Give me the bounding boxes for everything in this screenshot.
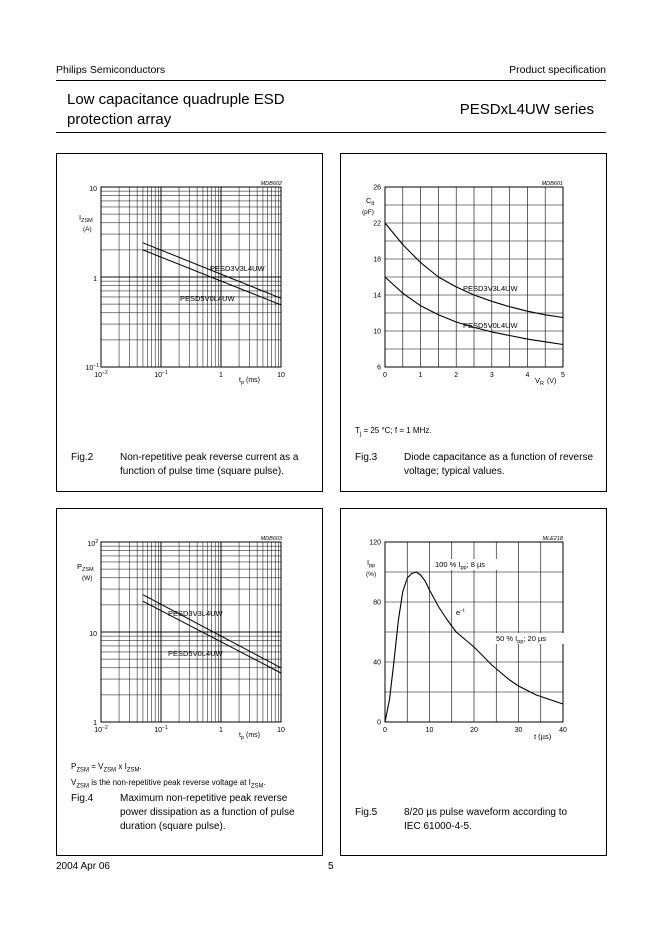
fig3-ytick-22: 22 [373,220,381,228]
fig3-ytick-6: 6 [377,364,381,372]
fig5-ytick-120: 120 [369,539,381,547]
fig2-label-pesd3v3: PESD3V3L4UW [210,264,265,273]
header-rule-top [56,80,606,81]
fig4-xtick-0.01: $10^{-2}$ [94,725,108,734]
fig3-code: MDB601 [541,181,563,187]
fig3-label-pesd5v0: PESD5V0L4UW [463,321,518,330]
fig3-yticks [373,185,381,372]
fig3-ytick-14: 14 [373,292,381,300]
fig5-ytick-40: 40 [373,659,381,667]
fig5-ylabel: $I_{pp}$ [367,558,376,569]
fig2-yunit: (A) [83,226,92,233]
fig4-label-pesd3v3: PESD3V3L4UW [168,609,223,618]
fig5-ytick-0: 0 [377,719,381,727]
fig5-caption-number: Fig.5 [355,807,378,818]
fig4-caption-line-1: Maximum non-repetitive peak reverse [120,793,288,804]
fig3-ytick-18: 18 [373,256,381,264]
fig2-caption-line-1: Non-repetitive peak reverse current as a [120,452,299,463]
fig4-label-pesd5v0: PESD5V0L4UW [168,649,223,658]
series-name: PESDxL4UW series [459,101,594,118]
fig3-xtick-2: 2 [454,372,459,379]
fig4-caption-number: Fig.4 [71,793,94,804]
fig4-notes [71,761,266,792]
fig4-code: MDB603 [260,536,282,542]
fig2-ylabel: $I_{ZSM}$ [79,213,93,224]
company-name: Philips Semiconductors [56,64,166,76]
fig5-ytick-80: 80 [373,599,381,607]
page-number: 5 [328,861,334,872]
fig5-xtick-30: 30 [514,727,523,734]
fig4-caption-line-2: power dissipation as a function of pulse [120,807,295,818]
fig5-annotation-half: 50 % $I_{pp}$; 20 µs [496,634,547,645]
fig2-caption-line-2: function of pulse time (square pulse). [120,466,284,477]
figure-5-panel [340,508,607,856]
fig4-ytick-10: 10 [89,631,97,638]
header-rule-bottom [56,132,606,133]
fig3-xtick-3: 3 [489,372,494,379]
fig4-ylabel: $P_{ZSM}$ [77,562,94,573]
fig5-xtick-20: 20 [470,727,478,734]
fig3-caption-line-1: Diode capacitance as a function of reverse [404,452,593,463]
fig3-xlabel: $V_R$ (V) [535,376,557,387]
fig5-annotation-decay: $e^{-t}$ [456,608,465,617]
fig3-xtick-4: 4 [525,372,530,379]
fig5-caption-line-1: 8/20 µs pulse waveform according to [404,807,568,818]
fig2-xtick-10: 10 [277,372,285,379]
fig2-grid [101,187,281,367]
fig3-xtick-1: 1 [418,372,423,379]
figure-4-panel [56,508,323,856]
figure-2-panel [56,153,323,492]
fig3-xtick-5: 5 [561,372,565,379]
fig4-yunit: (W) [82,575,93,582]
fig5-xtick-40: 40 [559,727,567,734]
fig4-note-2: $V_{ZSM}$ is the non-repetitive peak reverse voltage at $I_{ZSM}$. [71,777,266,790]
fig3-caption-line-2: voltage; typical values. [404,466,505,477]
fig4-grid [101,542,281,722]
fig2-ytick-0.1: $10^{-1}$ [85,363,99,372]
fig2-ytick-10: 10 [89,186,97,193]
figure-2-chart [57,154,322,491]
figure-3-panel [340,153,607,492]
fig2-caption-number: Fig.2 [71,452,94,463]
title-line-1: Low capacitance quadruple ESD [67,91,285,108]
fig4-xlabel: $t_p$ (ms) [239,732,261,741]
fig5-xtick-0: 0 [383,727,387,734]
fig3-ytick-10: 10 [373,328,381,336]
fig4-xtick-0.1: $10^{-1}$ [154,725,168,734]
fig4-ytick-100: $10^2$ [87,539,98,548]
fig5-caption-line-2: IEC 61000-4-5. [404,821,472,832]
fig5-code: MLE218 [542,536,563,542]
figure-5-chart [341,509,606,855]
footer-date: 2004 Apr 06 [56,861,110,872]
fig2-code: MDB602 [260,181,282,187]
fig3-ylabel: $C_d$ [366,196,375,207]
fig2-label-pesd5v0: PESD5V0L4UW [180,294,235,303]
fig3-label-pesd3v3: PESD3V3L4UW [463,284,518,293]
fig4-xtick-1: 1 [219,727,223,734]
fig3-conditions-note: $T_j = 25$ °C; f = 1 MHz. [355,426,432,438]
fig3-xtick-0: 0 [383,372,387,379]
fig2-xlabel: $t_p$ (ms) [239,377,261,386]
fig3-yunit: (pF) [362,209,374,216]
fig5-annotation-peak: 100 % $I_{pp}$; 8 µs [435,560,486,571]
title-line-2: protection array [67,111,172,128]
fig2-xtick-1: 1 [219,372,223,379]
fig2-xtick-0.01: $10^{-2}$ [94,370,108,379]
fig2-xtick-0.1: $10^{-1}$ [154,370,168,379]
fig3-caption-number: Fig.3 [355,452,378,463]
fig4-xtick-10: 10 [277,727,285,734]
fig4-ytick-1: 1 [93,720,97,727]
document-title [67,90,285,130]
fig3-ytick-26: 26 [373,184,381,192]
fig2-ytick-1: 1 [93,276,97,283]
fig5-xlabel: t (µs) [534,732,552,741]
document-type: Product specification [509,64,606,76]
fig4-note-1: $P_{ZSM} = V_{ZSM}$ x $I_{ZSM}$. [71,762,142,774]
fig5-xtick-10: 10 [425,727,434,734]
fig5-yunit: (%) [366,571,377,578]
fig4-caption-line-3: duration (square pulse). [120,821,226,832]
